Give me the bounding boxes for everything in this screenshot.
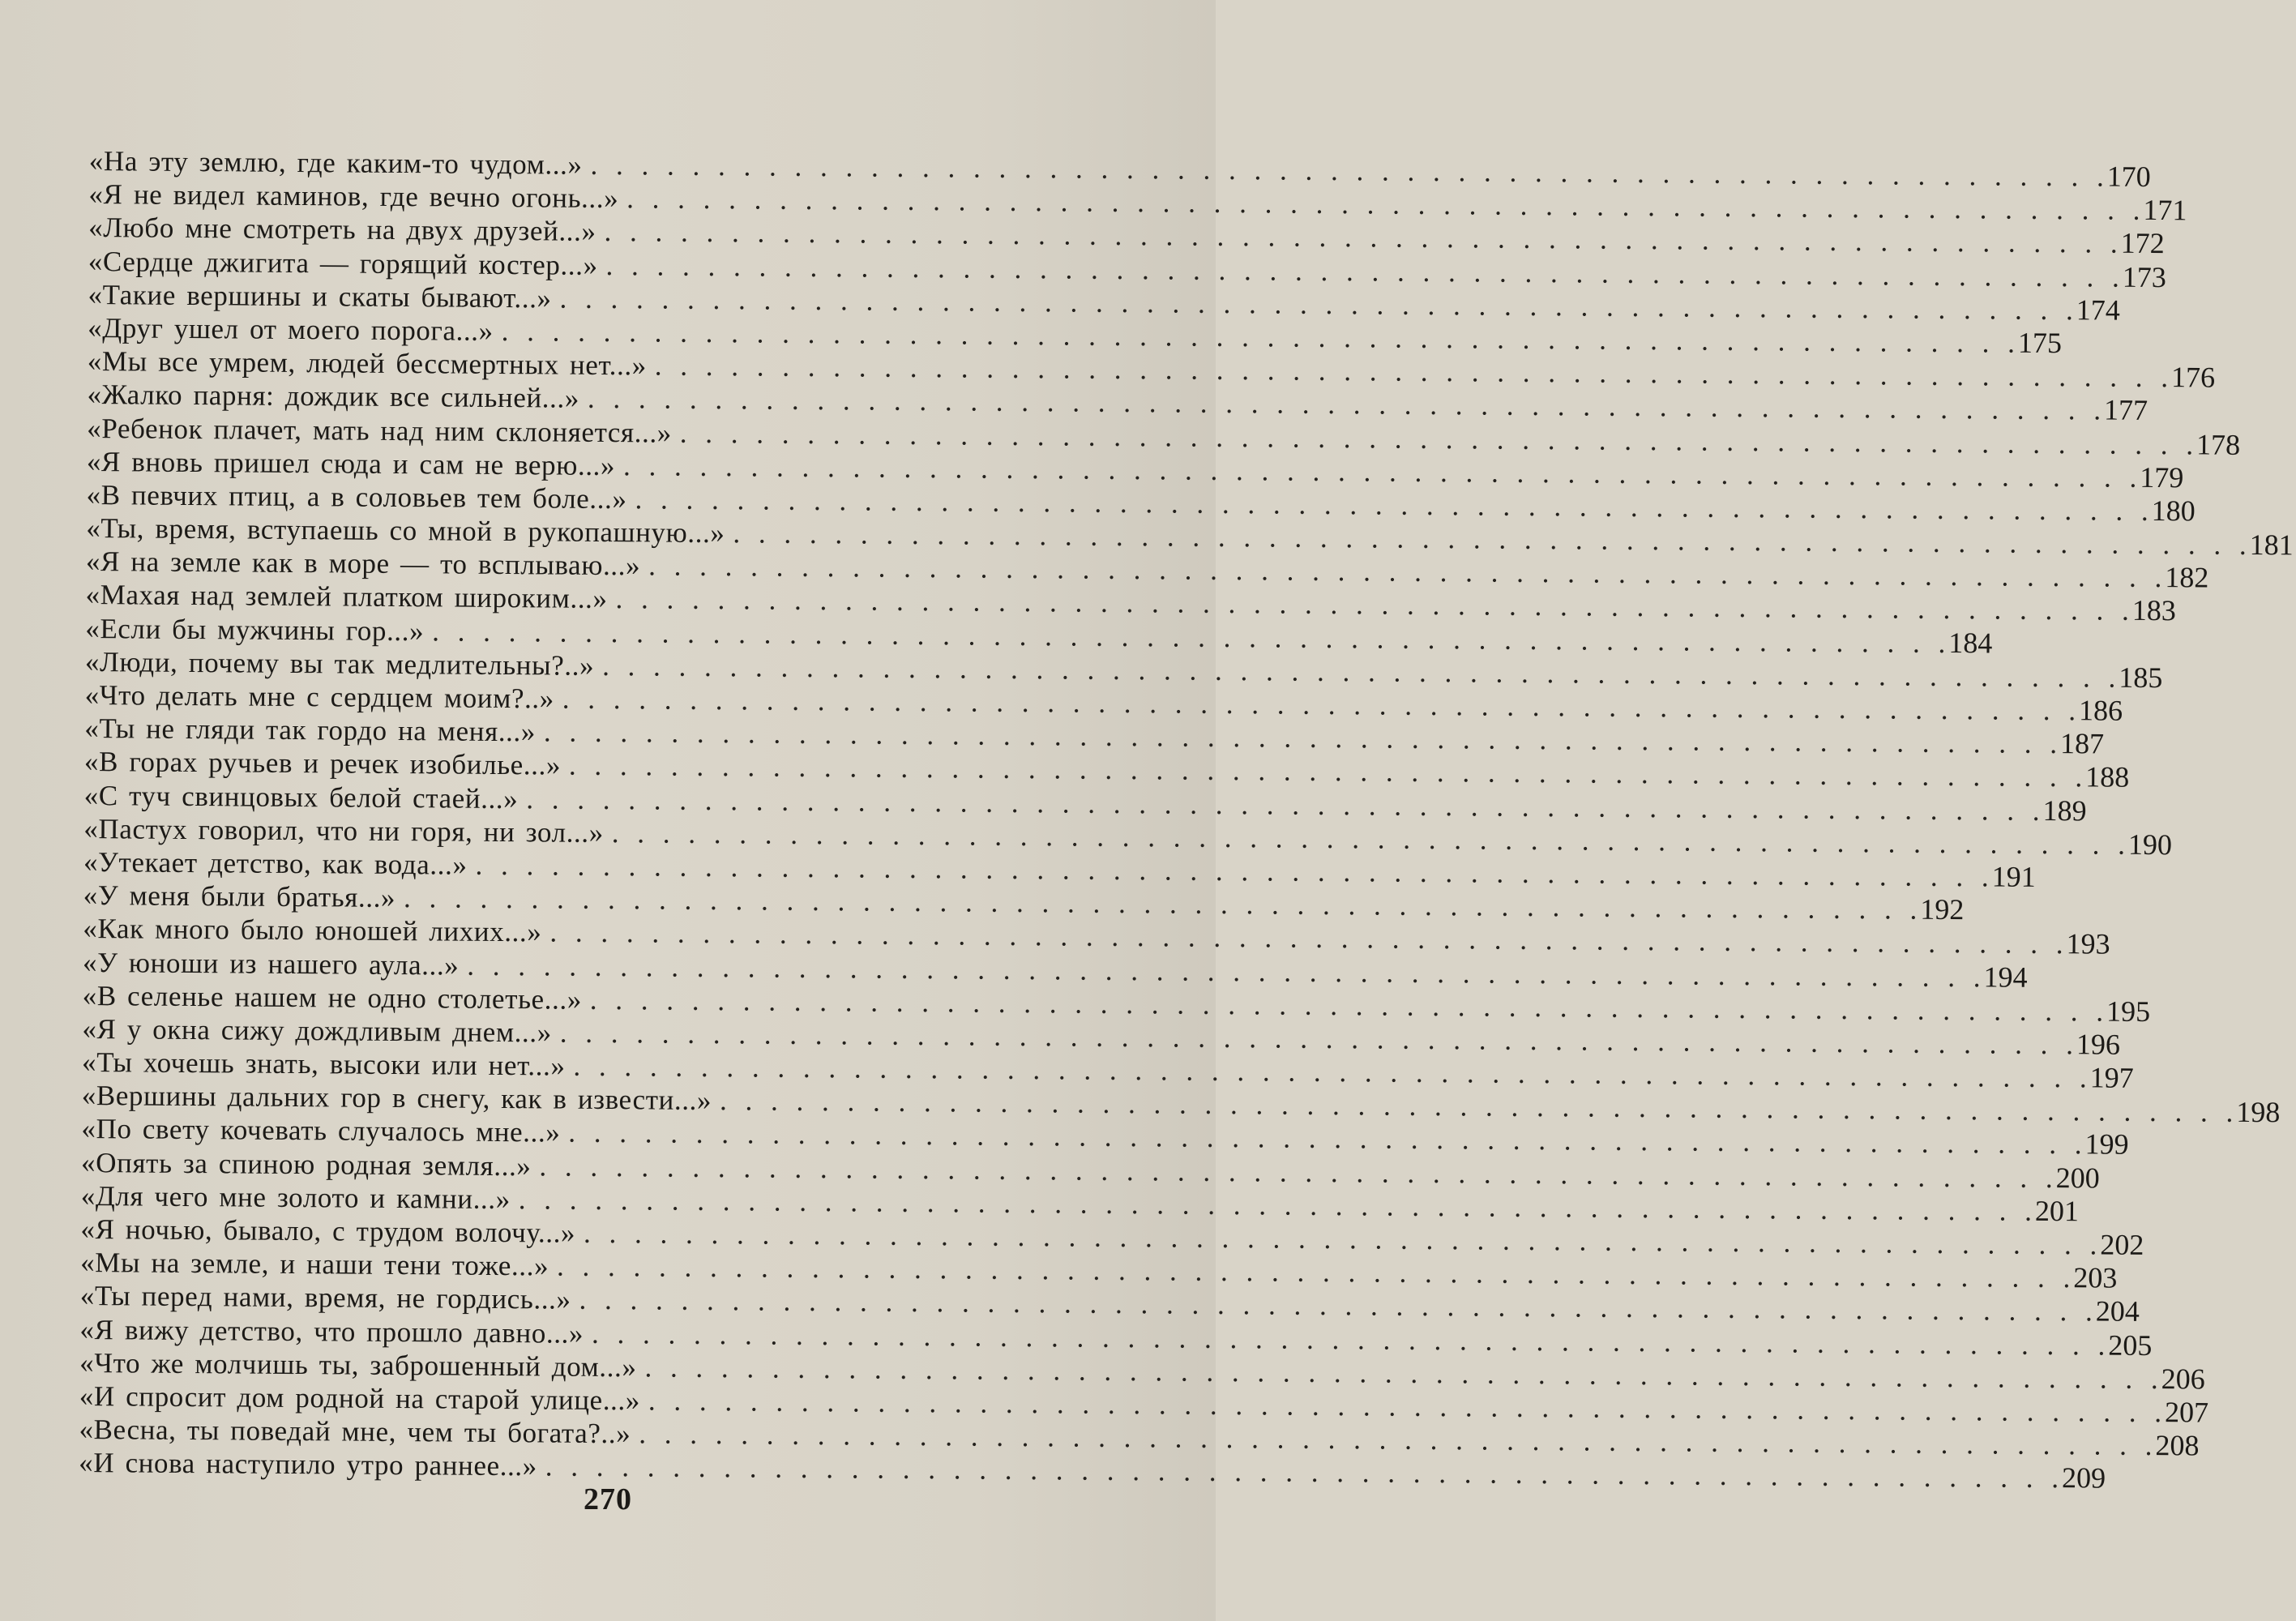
toc-entry-title: «В селенье нашем не одно столетье...» [82, 979, 583, 1016]
toc-entry-title: «Я вижу детство, что прошло давно...» [79, 1313, 584, 1349]
toc-entry-page: 205 [2108, 1328, 2153, 1362]
toc-entry-title: «Для чего мне золото и камни...» [80, 1179, 511, 1215]
toc-entry-title: «И снова наступило утро раннее...» [79, 1447, 537, 1482]
toc-entry-title: «Жалко парня: дождик все сильней...» [87, 379, 580, 415]
toc-entry-page: 188 [2085, 760, 2130, 794]
toc-entry-title: «По свету кочевать случалось мне...» [81, 1113, 561, 1149]
toc-entry-page: 199 [2084, 1127, 2129, 1161]
toc-entry-page: 195 [2106, 994, 2151, 1028]
toc-entry-title: «Мы на земле, и наши тени тоже...» [80, 1247, 549, 1282]
toc-entry-page: 182 [2165, 561, 2209, 594]
toc-entry-page: 204 [2095, 1294, 2140, 1328]
toc-entry-page: 208 [2155, 1429, 2200, 1462]
table-of-contents [79, 144, 2294, 1495]
toc-entry-title: «Сердце джигита — горящий костер...» [88, 245, 598, 281]
toc-entry-title: «В горах ручьев и речек изобилье...» [83, 746, 562, 781]
toc-entry-title: «Если бы мужчины гор...» [85, 612, 425, 647]
toc-entry-page: 193 [2066, 927, 2110, 960]
toc-entry-page: 200 [2055, 1161, 2100, 1195]
toc-entry-page: 180 [2151, 494, 2196, 528]
toc-entry-title: «Я не видел каминов, где вечно огонь...» [88, 178, 619, 215]
toc-entry-title: «Ты, время, вступаешь со мной в рукопашную...» [86, 512, 725, 550]
toc-entry-title: «Ребенок плачет, мать над ним склоняется...» [87, 412, 673, 449]
toc-entry-title: «Любо мне смотреть на двух друзей...» [88, 212, 596, 248]
toc-entry-title: «Пастух говорил, что ни горя, ни зол...» [83, 812, 604, 849]
toc-entry-page: 209 [2061, 1461, 2106, 1495]
toc-entry-page: 189 [2042, 793, 2087, 827]
toc-entry-title: «Махая над землей платком широким...» [85, 579, 608, 615]
toc-entry-page: 197 [2089, 1061, 2134, 1094]
toc-entry-page: 203 [2073, 1261, 2118, 1294]
toc-entry-title: «Что делать мне с сердцем моим?..» [84, 678, 555, 715]
toc-entry-title: «С туч свинцовых белой стаей...» [83, 779, 519, 815]
toc-entry-page: 181 [2249, 528, 2294, 562]
toc-entry-title: «У меня были братья...» [83, 879, 396, 914]
toc-entry-page: 202 [2100, 1228, 2144, 1261]
toc-entry-page: 170 [2106, 160, 2151, 193]
toc-entry-title: «Я на земле как в море — то всплываю...» [85, 545, 641, 582]
toc-entry-title: «И спросит дом родной на старой улице...» [79, 1379, 641, 1417]
toc-entry-page: 178 [2196, 427, 2241, 461]
toc-entry-title: «Опять за спиною родная земля...» [80, 1146, 532, 1182]
toc-entry-title: «У юноши из нашего аула...» [82, 946, 460, 982]
toc-entry-title: «Я вновь пришел сюда и сам не верю...» [86, 445, 616, 481]
toc-entry-page: 206 [2161, 1362, 2205, 1396]
toc-entry-page: 176 [2170, 361, 2216, 394]
toc-entry-title: «Ты перед нами, время, не гордись...» [79, 1280, 571, 1316]
toc-entry-page: 190 [2127, 828, 2173, 861]
toc-entry-page: 192 [1920, 892, 1965, 926]
toc-entry-title: «Вершины дальних гор в снегу, как в извести...» [81, 1080, 712, 1117]
toc-entry-page: 194 [1983, 960, 2028, 994]
toc-entry-page: 184 [1948, 626, 1993, 660]
toc-entry-page: 172 [2120, 227, 2165, 260]
toc-entry-title: «Мы все умрем, людей бессмертных нет...» [87, 345, 648, 382]
toc-entry-title: «Ты не гляди так гордо на меня...» [84, 712, 537, 748]
toc-entry-page: 173 [2122, 260, 2166, 293]
toc-entry-page: 179 [2140, 460, 2184, 494]
toc-entry-page: 186 [2078, 694, 2123, 727]
toc-entry-title: «Что же молчишь ты, заброшенный дом...» [79, 1346, 637, 1384]
toc-entry-title: «Люди, почему вы так медлительны?..» [84, 645, 595, 682]
toc-entry-title: «Утекает детство, как вода...» [83, 845, 468, 881]
toc-entry-page: 183 [2131, 594, 2176, 627]
toc-entry-title: «Я ночью, бывало, с трудом волочу...» [80, 1213, 576, 1249]
toc-entry-page: 185 [2119, 661, 2163, 694]
toc-entry-page: 187 [2059, 727, 2105, 760]
toc-entry-page: 177 [2103, 393, 2148, 427]
toc-entry-title: «Весна, ты поведай мне, чем ты богата?..» [79, 1414, 631, 1450]
toc-entry-title: «Я у окна сижу дождливым днем...» [82, 1012, 552, 1049]
toc-entry-title: «Друг ушел от моего порога...» [88, 311, 494, 347]
toc-entry-page: 201 [2034, 1194, 2080, 1228]
toc-entry-title: «На эту землю, где каким-то чудом...» [88, 144, 583, 181]
toc-entry-title: «В певчих птиц, а в соловьев тем боле...» [86, 478, 627, 515]
toc-entry-page: 207 [2164, 1396, 2209, 1429]
toc-entry-page: 198 [2236, 1096, 2281, 1129]
toc-entry-title: «Такие вершины и скаты бывают...» [88, 278, 552, 314]
toc-entry-title: «Ты хочешь знать, высоки или нет...» [81, 1046, 566, 1082]
toc-entry-page: 196 [2076, 1028, 2121, 1061]
toc-entry-page: 175 [2017, 326, 2063, 360]
toc-entry-title: «Как много было юношей лихих...» [83, 913, 542, 948]
toc-entry-page: 174 [2076, 293, 2120, 327]
toc-entry-page: 191 [1991, 860, 2036, 893]
page-number: 270 [584, 1482, 632, 1516]
toc-entry-page: 171 [2143, 194, 2187, 227]
